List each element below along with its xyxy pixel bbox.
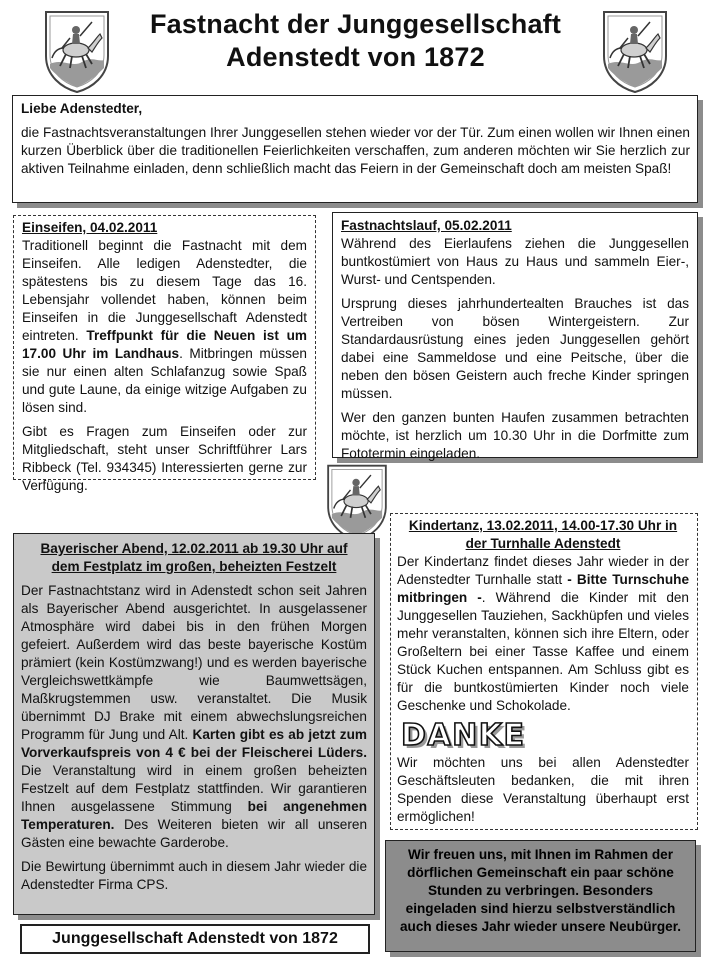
einseifen-p1b: . Mitbringen müssen sie nur einen alten Schlafanzug sowie Spaß und gute Laune, da einige witzige Aufgaben zu lösen sind. [22, 346, 307, 415]
einseifen-box [13, 215, 316, 493]
bayerischer-tickets: Karten gibt es ab jetzt zum Vorverkaufspreis von 4 € bei der Fleischerei Lüders. [21, 727, 367, 760]
crest-right-icon [600, 8, 670, 94]
crest-left-icon [42, 8, 112, 94]
danke-title: DANKE [401, 718, 526, 753]
kindertanz-shoes-note: - Bitte Turnschuhe mitbringen - [397, 572, 690, 605]
closing-text: Wir freuen uns, mit Ihnen im Rahmen der dörflichen Gemeinschaft ein paar schöne Stunden zu verbringen. Besonders eingeladen sind hierzu selbstverständlich auch dieses Jahr wieder unsere Neubürger. [399, 847, 682, 934]
fastnachtslauf-heading: Fastnachtslauf, 05.02.2011 [341, 218, 512, 233]
bayerischer-temperature: bei angenehmen Temperaturen. [21, 799, 368, 832]
kindertanz-box [390, 513, 698, 830]
fastnachtslauf-box [332, 212, 698, 461]
bayerischer-text [21, 582, 367, 894]
danke-body: Wir möchten uns bei allen Adenstedter Geschäftsleuten bedanken, die mit ihren Spenden diese Veranstaltung überhaupt erst ermöglichen! [397, 755, 689, 824]
bayerischer-p1c: Des Weiteren bieten wir all unseren Gästen eine bewachte Garderobe. [21, 817, 367, 850]
kindertanz-heading: Kindertanz, 13.02.2011, 14.00-17.30 Uhr in der Turnhalle Adenstedt [408, 518, 678, 551]
einseifen-p2: Gibt es Fragen zum Einseifen oder zur Mitgliedschaft, steht unser Schriftführer Lars Ribbeck (Tel. 934345) Interessierten gerne zur Verfügung. [22, 424, 307, 493]
einseifen-meeting-point: Treffpunkt für die Neuen ist um 17.00 Uhr im Landhaus [22, 328, 307, 361]
intro-box [12, 95, 698, 203]
bayerischer-p1a: Der Fastnachtstanz wird in Adenstedt schon seit Jahren als Bayerischer Abend ausgerichtet. In ausgelassener Atmosphäre wird dabei bis in den frühen Morgen gefeiert. Außerdem wird das beste bayerische Kostüm prämiert (kein Kostümzwang!) und es werden bayerische Vergleichswettkämpfe wie Baumwettsägen, Maßkrugstemmen usw. veranstaltet. Die Musik übernimmt DJ Brake mit einem abwechslungsreichen Programm für Jung und Alt. [21, 583, 367, 742]
einseifen-text [22, 237, 307, 495]
bayerischer-p2: Die Bewirtung übernimmt auch in diesem Jahr wieder die Adenstedter Firma CPS. [21, 859, 367, 892]
bayerischer-p1b: Die Veranstaltung wird in einem großen beheizten Festzelt auf dem Festplatz stattfinden. Wir garantieren Ihnen ausgelassene Stimmung [21, 763, 367, 814]
title-line-2: Adenstedt von 1872 [226, 42, 485, 72]
einseifen-heading: Einseifen, 04.02.2011 [22, 220, 158, 235]
title-line-1: Fastnacht der Junggesellschaft [149, 9, 562, 39]
bayerischer-abend-box [13, 533, 375, 915]
fastnachtslauf-p3: Wer den ganzen bunten Haufen zusammen betrachten möchte, ist herzlich um 10.30 Uhr in die Dorfmitte zum Fototermin eingeladen. [341, 410, 689, 461]
intro-greeting: Liebe Adenstedter, [21, 101, 143, 116]
kindertanz-text [397, 553, 689, 715]
kindertanz-p1b: . Während die Kinder mit den Junggesellen Tauziehen, Sackhüpfen und vieles mehr veranstalten, können sich ihre Eltern, oder Großeltern bei einer Tasse Kaffee und einem Stück Kuchen entspannen. Am Schluss gibt es für die buntkostümierten Kinder noch viele Geschenke und Schokolade. [397, 590, 689, 713]
fastnachtslauf-p1: Während des Eierlaufens ziehen die Junggesellen buntkostümiert von Haus zu Haus und sammeln Eier-, Wurst- und Centspenden. [341, 236, 689, 287]
footer-label: Junggesellschaft Adenstedt von 1872 [20, 924, 370, 954]
intro-body: die Fastnachtsveranstaltungen Ihrer Junggesellen stehen wieder vor der Tür. Zum einen wollen wir Ihnen einen kurzen Überblick über die traditionellen Feierlichkeiten verschaffen, zum anderen möchten wir Sie herzlich zur aktiven Teilnahme einladen, denn schließlich macht das Feiern in der Gemeinschaft doch am meisten Spaß! [21, 125, 690, 176]
closing-box [385, 840, 696, 952]
bayerischer-heading: Bayerischer Abend, 12.02.2011 ab 19.30 Uhr auf dem Festplatz im großen, beheizten Festzelt [40, 541, 348, 574]
page-title [120, 8, 591, 74]
kindertanz-p1a: Der Kindertanz findet dieses Jahr wieder in der Adenstedter Turnhalle statt [397, 554, 689, 587]
fastnachtslauf-p2: Ursprung dieses jahrhundertealten Brauches ist das Vertreiben von bösen Wintergeistern. Zur Standardausrüstung eines jeden Junggesellen gehört dabei eine Sammeldose und eine Peitsche, über die neben den bösen Geistern auch freche Kinder springen müssen. [341, 296, 689, 401]
einseifen-p1a: Traditionell beginnt die Fastnacht mit dem Einseifen. Alle ledigen Adenstedter, die spätestens bis zu diesem Tage das 16. Lebensjahr vollendet haben, können beim Einseifen in die Junggesellschaft Adenstedt eintreten. [22, 238, 307, 343]
crest-center-icon [318, 462, 396, 542]
fastnachtslauf-text [341, 235, 689, 463]
